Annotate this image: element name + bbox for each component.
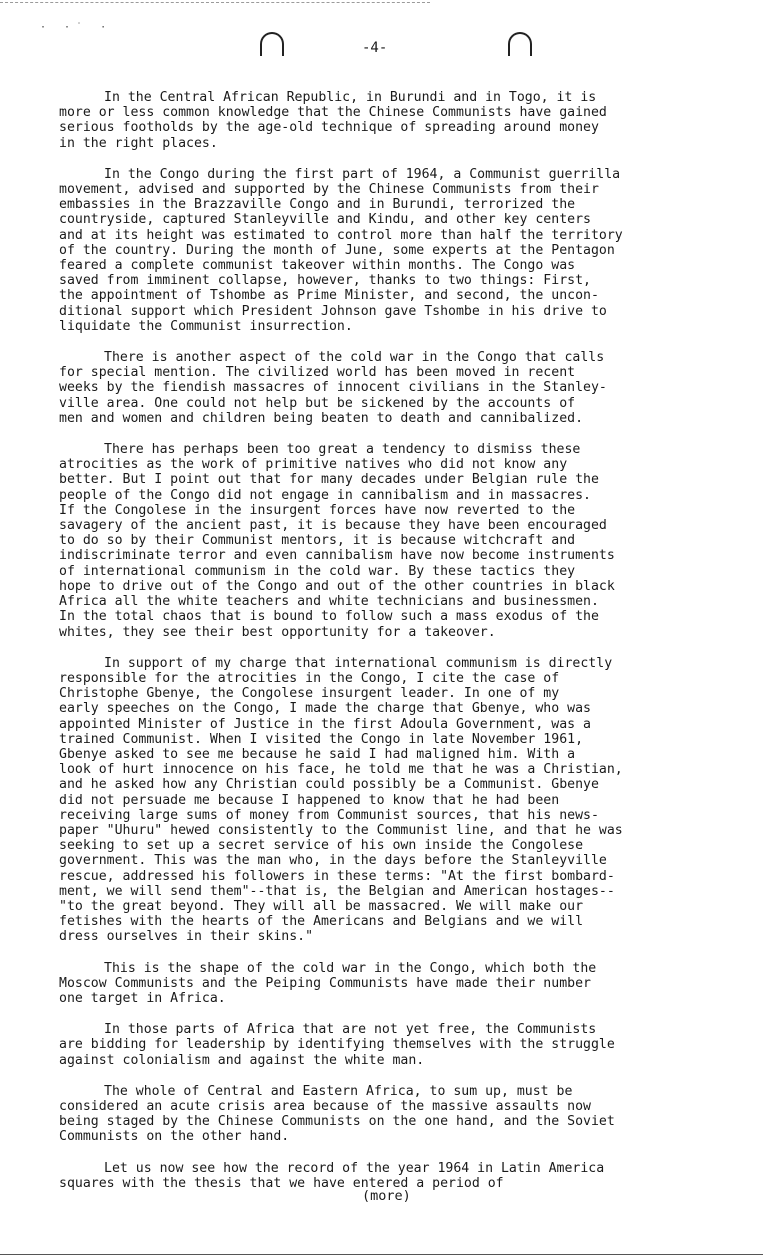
continuation-marker: (more) — [362, 1188, 411, 1204]
page-number: -4- — [362, 40, 388, 56]
paragraph-1: In the Central African Republic, in Burundi and in Togo, it is more or less common knowledge that the Chinese Communists have gained serious footholds by the age-old technique of spreading around money in the right places. — [59, 90, 607, 151]
left-punch-hole-icon — [260, 32, 284, 56]
paragraph-7: In those parts of Africa that are not yet free, the Communists are bidding for leadership by identifying themselves with the struggle against colonialism and against the white man. — [59, 1022, 615, 1068]
paragraph-9: Let us now see how the record of the year 1964 in Latin America squares with the thesis that we have entered a period of — [59, 1160, 605, 1191]
scan-specks: · ·˙ · — [40, 22, 113, 33]
paragraph-6: This is the shape of the cold war in the Congo, which both the Moscow Communists and the Peiping Communists have made their number one target in Africa. — [59, 960, 597, 1006]
right-punch-hole-icon — [508, 32, 532, 56]
bottom-rule — [0, 1254, 763, 1255]
paragraph-2: In the Congo during the first part of 1964, a Communist guerrilla movement, advised and supported by the Chinese Communists from their embassies in the Brazzaville Congo and in Burundi, terrorized the countryside, captured Stanleyville and Kindu, and other key centers and at its height was estimated to control more than half the territory of the country. During the month of June, some experts at the Pentagon feared a complete communist takeover within months. The Congo was saved from imminent collapse, however, thanks to two things: First, the appointment of Tshombe as Prime Minister, and second, the uncon- ditional support which President Johnson gave Tshombe in his drive to liquidate the Communist insurrection. — [59, 166, 623, 334]
paragraph-5: In support of my charge that international communism is directly responsible for the atrocities in the Congo, I cite the case of Christophe Gbenye, the Congolese insurgent leader. In one of my early speeches on the Congo, I made the charge that Gbenye, who was appointed Minister of Justice in the first Adoula Government, was a trained Communist. When I visited the Congo in late November 1961, Gbenye asked to see me because he said I had maligned him. With a look of hurt innocence on his face, he told me that he was a Christian, and he asked how any Christian could possibly be a Communist. Gbenye did not persuade me because I happened to know that he had been receiving large sums of money from Communist sources, that his news- paper "Uhuru" hewed consistently to the Communist line, and that he was seeking to set up a secret service of his own inside the Congolese government. This was the man who, in the days before the Stanleyville rescue, addressed his followers in these terms: "At the first bombard- ment, we will send them"--that is, the Belgian and American hostages-- "to the great beyond. They will all be massacred. We will make our fetishes with the hearts of the Americans and Belgians and we will dress ourselves in their skins." — [59, 655, 623, 945]
paragraph-4: There has perhaps been too great a tendency to dismiss these atrocities as the work of primitive natives who did not know any better. But I point out that for many decades under Belgian rule the people of the Congo did not engage in cannibalism and in massacres. If the Congolese in the insurgent forces have now reverted to the savagery of the ancient past, it is because they have been encouraged to do so by their Communist mentors, it is because witchcraft and indiscriminate terror and even cannibalism have now become instruments of international communism in the cold war. By these tactics they hope to drive out of the Congo and out of the other countries in black Africa all the white teachers and white technicians and businessmen. In the total chaos that is bound to follow such a mass exodus of the whites, they see their best opportunity for a takeover. — [59, 442, 615, 640]
paragraph-8: The whole of Central and Eastern Africa, to sum up, must be considered an acute crisis area because of the massive assaults now being staged by the Chinese Communists on the one hand, and the Soviet Communists on the other hand. — [59, 1083, 615, 1145]
paragraph-3: There is another aspect of the cold war in the Congo that calls for special mention. The civilized world has been moved in recent weeks by the fiendish massacres of innocent civilians in the Stanley- ville area. One could not help but be sickened by the accounts of men and women and children being beaten to death and cannibalized. — [59, 350, 607, 426]
body-text — [59, 90, 709, 1207]
top-dashed-rule — [0, 2, 430, 3]
